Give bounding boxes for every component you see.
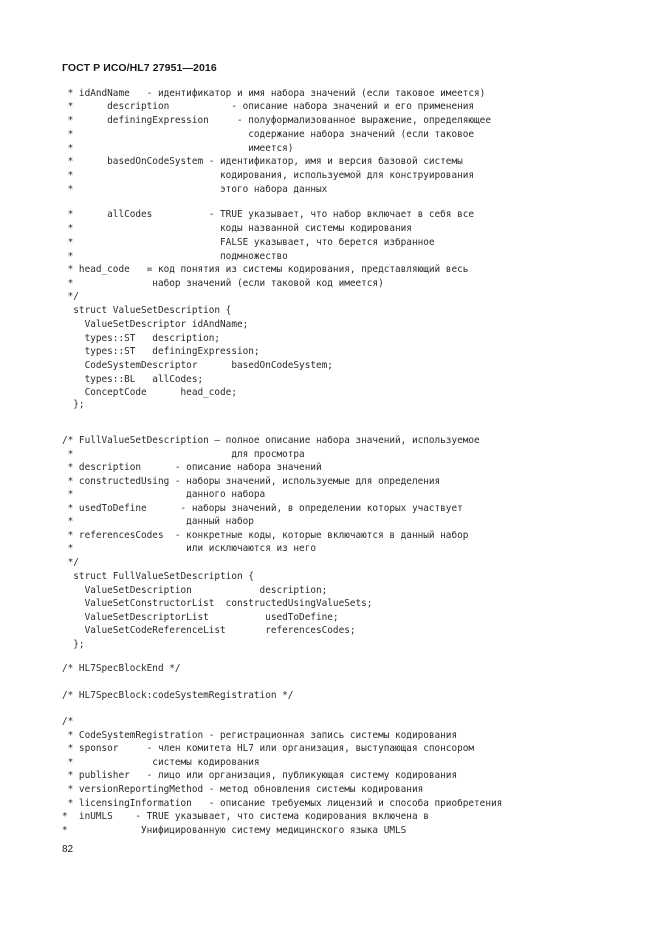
code-line: ValueSetDescriptor idAndName; <box>62 319 249 330</box>
code-line: * или исключаются из него <box>62 543 316 554</box>
code-line: /* FullValueSetDescription — полное описание набора значений, используемое <box>62 435 480 446</box>
code-line: ConceptCode head_code; <box>62 387 237 398</box>
code-line: }; <box>62 399 85 410</box>
code-line: * description - описание набора значений <box>62 462 322 473</box>
code-line: * inUMLS - TRUE указывает, что система кодирования включена в <box>62 811 429 822</box>
code-line: * sponsor - член комитета HL7 или организация, выступающая спонсором <box>62 743 475 754</box>
code-line: * кодирования, используемой для конструирования <box>62 170 475 181</box>
code-line: * idAndName - идентификатор и имя набора значений (если таковое имеется) <box>62 88 486 99</box>
code-line: * данного набора <box>62 489 266 500</box>
code-line: types::BL allCodes; <box>62 374 204 385</box>
code-line: * для просмотра <box>62 449 305 460</box>
code-line: types::ST description; <box>62 333 221 344</box>
code-line: * definingExpression - полуформализованное выражение, определяющее <box>62 115 491 126</box>
code-line: /* HL7SpecBlock:codeSystemRegistration */ <box>62 690 294 701</box>
code-line: * имеется) <box>62 143 294 154</box>
code-line: * этого набора данных <box>62 184 328 195</box>
code-line: * CodeSystemRegistration - регистрационная запись системы кодирования <box>62 730 458 741</box>
code-line: struct ValueSetDescription { <box>62 305 232 316</box>
code-line: * системы кодирования <box>62 757 260 768</box>
code-line: */ <box>62 557 79 568</box>
code-line: ValueSetCodeReferenceList referencesCodes; <box>62 625 356 636</box>
code-line: * FALSE указывает, что берется избранное <box>62 237 435 248</box>
code-line: struct FullValueSetDescription { <box>62 571 254 582</box>
code-line: * referencesCodes - конкретные коды, которые включаются в данный набор <box>62 530 469 541</box>
code-line: * licensingInformation - описание требуемых лицензий и способа приобретения <box>62 798 503 809</box>
code-line: * usedToDefine - наборы значений, в определении которых участвует <box>62 503 463 514</box>
code-line: * подмножество <box>62 251 288 262</box>
code-line: ValueSetDescriptorList usedToDefine; <box>62 612 339 623</box>
code-line: * publisher - лицо или организация, публикующая систему кодирования <box>62 770 458 781</box>
code-line: * данный набор <box>62 516 254 527</box>
code-line: * constructedUsing - наборы значений, используемые для определения <box>62 476 441 487</box>
document-header: ГОСТ Р ИСО/HL7 27951—2016 <box>62 62 217 74</box>
code-line: /* <box>62 716 74 727</box>
code-line: * содержание набора значений (если таковое <box>62 129 475 140</box>
code-line: * Унифицированную систему медицинского языка UMLS <box>62 825 407 836</box>
code-line: * allCodes - TRUE указывает, что набор включает в себя все <box>62 209 475 220</box>
page-number: 82 <box>62 844 74 855</box>
code-line: * head_code = код понятия из системы кодирования, представляющий весь <box>62 264 469 275</box>
code-line: * basedOnCodeSystem - идентификатор, имя и версия базовой системы <box>62 156 463 167</box>
code-line: CodeSystemDescriptor basedOnCodeSystem; <box>62 360 333 371</box>
code-line: types::ST definingExpression; <box>62 346 260 357</box>
code-line: }; <box>62 639 85 650</box>
code-line: ValueSetDescription description; <box>62 585 328 596</box>
code-line: * description - описание набора значений и его применения <box>62 101 475 112</box>
code-line: ValueSetConstructorList constructedUsingValueSets; <box>62 598 373 609</box>
code-line: /* HL7SpecBlockEnd */ <box>62 663 181 674</box>
code-line: * versionReportingMethod - метод обновления системы кодирования <box>62 784 424 795</box>
code-line: * набор значений (если таковой код имеется) <box>62 278 384 289</box>
code-line: */ <box>62 291 79 302</box>
code-line: * коды названной системы кодирования <box>62 223 412 234</box>
